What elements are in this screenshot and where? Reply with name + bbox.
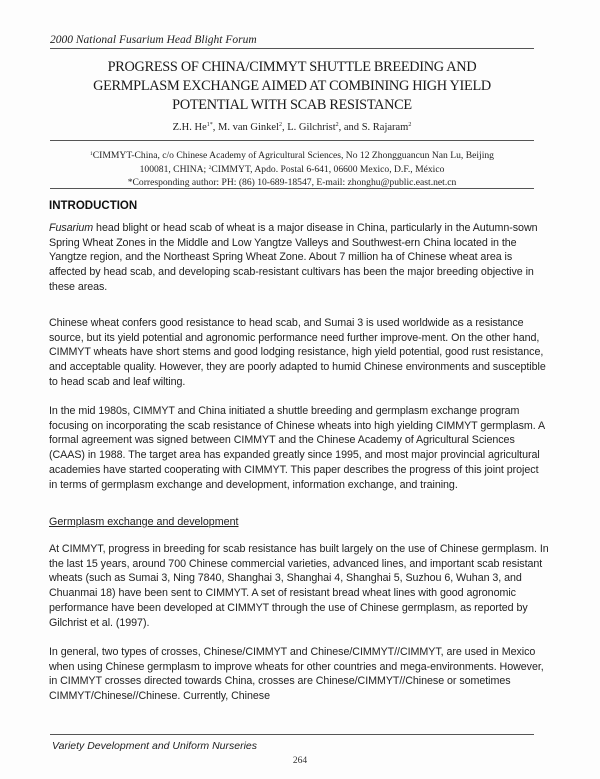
author-affiliation-mark: 2 [408,122,412,128]
author-affiliation-mark: 1* [206,122,213,128]
author-name: S. Rajaram [361,122,409,133]
paragraph-text: In general, two types of crosses, Chinese/CIMMYT and Chinese/CIMMYT//CIMMYT, are used in Mexico when using Chinese germplasm to improve wheats for other countries and mega-environments. However, in CIMMYT crosses directed towards China, crosses are Chinese/CIMMYT//Chinese or sometimes CIMMYT/Chinese//Chinese. Currently, Chinese [49,646,544,703]
affiliation-text: CIMMYT, Apdo. Postal 6-641, 06600 Mexico, D.F., México [211,164,445,175]
paragraph-5 [49,645,549,704]
italic-term: Fusarium [49,222,94,234]
author-list [50,119,534,134]
author-name: L. Gilchrist [287,122,336,133]
subsection-heading: Germplasm exchange and development [49,516,239,528]
corresponding-author: *Corresponding author: PH: (86) 10-689-18547, E-mail: zhonghu@public.east.net.cn [127,177,457,188]
paragraph-2 [49,316,549,390]
title-block [50,58,534,134]
author-separator: , and [338,122,362,133]
paragraph-3 [49,404,549,492]
author-name: M. van Ginkel [218,122,279,133]
running-head: 2000 National Fusarium Head Blight Forum [50,33,534,49]
paper-title [50,58,534,115]
title-line: POTENTIAL WITH SCAB RESISTANCE [172,97,412,113]
affiliation-text: 100081, CHINA; [139,164,209,175]
title-divider [50,140,534,141]
paragraph-text: In the mid 1980s, CIMMYT and China initiated a shuttle breeding and germplasm exchange program focusing on incorporating the scab resistance of Chinese wheats into high yielding CIMMYT germplasm. A formal agreement was signed between CIMMYT and the Chinese Academy of Agricultural Sciences (CAAS) in 1988. The target area has expanded greatly since 1995, and most major provincial agricultural academies have started cooperating with CIMMYT. This paper describes the progress of this joint project in terms of germplasm exchange and development, information exchange, and training. [49,405,545,491]
paragraph-1 [49,221,549,295]
author-affiliation-mark: 2 [278,122,282,128]
affiliation-line [50,148,534,162]
affiliation-line [50,162,534,176]
footer-divider [50,734,534,735]
author-separator: , [281,122,288,133]
page-number: 264 [292,756,308,766]
affiliation-mark: 2 [208,165,212,171]
affiliation-divider [50,188,534,189]
title-line: GERMPLASM EXCHANGE AIMED AT COMBINING HIGH YIELD [93,78,491,94]
title-line: PROGRESS OF CHINA/CIMMYT SHUTTLE BREEDING AND [107,59,477,75]
affiliation-mark: 1 [90,151,93,157]
paragraph-text: Chinese wheat confers good resistance to head scab, and Sumai 3 is used worldwide as a resistance source, but its yield potential and agronomic performance need further improve-ment. On the other hand, CIMMYT wheats have short stems and good lodging resistance, high yield potential, good rust resistance, and acceptable quality. However, they are poorly adapted to humid Chinese environments and susceptible to head scab and leaf wilting. [49,317,546,388]
footer-section-title: Variety Development and Uniform Nurseries [52,740,258,752]
author-affiliation-mark: 2 [335,122,339,128]
author-name: Z.H. He [172,122,207,133]
paragraph-4 [49,542,549,630]
affiliation-text: CIMMYT-China, c/o Chinese Academy of Agricultural Sciences, No 12 Zhongguancun Nan Lu, Beijing [92,150,494,161]
author-separator: , [212,122,219,133]
affiliations [50,148,534,189]
paragraph-text: head blight or head scab of wheat is a major disease in China, particularly in the Autumn-sown Spring Wheat Zones in the Middle and Low Yangtze Valleys and Southwest-ern China located in the Yangtze region, and the Northeast Spring Wheat Zone. About 7 million ha of Chinese wheat area is affected by head scab, and developing scab-resistant cultivars has been the major breeding objective in these areas. [49,222,538,293]
paragraph-text: At CIMMYT, progress in breeding for scab resistance has built largely on the use of Chinese germplasm. In the last 15 years, around 700 Chinese commercial varieties, advanced lines, and important scab resistant wheats (such as Sumai 3, Ning 7840, Shanghai 3, Shanghai 4, Shanghai 5, Suzhou 6, Wuhan 3, and Chuanmai 18) have been sent to CIMMYT. A set of resistant bread wheat lines with good agronomic performance have been developed at CIMMYT through the use of Chinese germplasm, as reported by Gilchrist et al. (1997). [49,543,549,629]
section-heading-introduction: INTRODUCTION [49,200,138,212]
